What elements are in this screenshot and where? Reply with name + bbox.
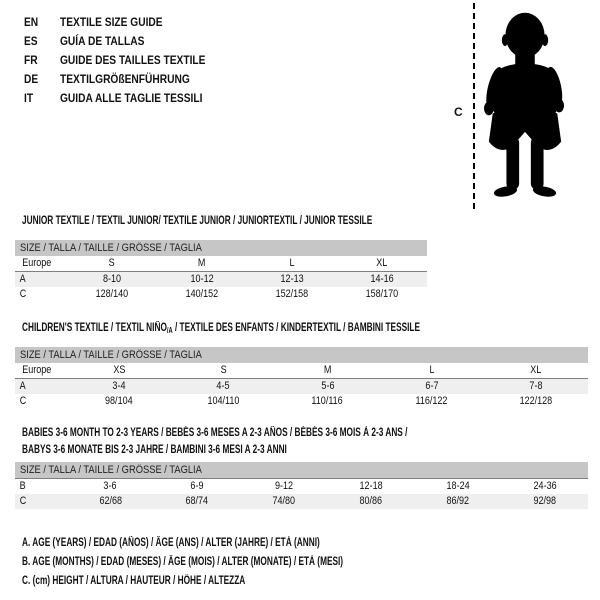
age-value: 14-16 <box>370 273 394 285</box>
language-code: EN <box>24 15 39 29</box>
age-value: 9-12 <box>275 480 294 492</box>
table-row-age-months <box>15 479 588 495</box>
age-value: 3-6 <box>103 480 117 492</box>
baby-silhouette-icon <box>483 9 567 206</box>
size-header-text: SIZE / TALLA / TAILLE / GRÖSSE / TAGLIA <box>20 349 202 361</box>
children-title-prefix: CHILDREN'S TEXTILE / TEXTIL NIÑO <box>22 322 167 334</box>
age-value: 8-10 <box>102 273 122 285</box>
junior-title-text: JUNIOR TEXTILE / TEXTIL JUNIOR/ TEXTILE JUNIOR / JUNIORTEXTIL / JUNIOR TESSILE <box>22 215 373 227</box>
size-value: M <box>323 364 332 376</box>
legend-b-text: B. AGE (MONTHS) / EDAD (MESES) / ÂGE (MOIS) / ALTER (MONATE) / ETÀ (MESI) <box>22 556 344 568</box>
height-value: 62/68 <box>99 495 122 507</box>
children-section-title <box>22 320 575 339</box>
language-code: ES <box>24 34 38 48</box>
age-value: 6-7 <box>425 380 439 392</box>
height-value: 116/122 <box>415 395 448 407</box>
language-label: TEXTILGRÖßENFÜHRUNG <box>60 72 190 86</box>
size-value: S <box>108 257 116 269</box>
language-row-it <box>24 89 231 108</box>
row-label: C <box>19 288 27 300</box>
legend-footnotes <box>22 534 468 591</box>
babies-title-line1: BABIES 3-6 MONTH TO 2-3 YEARS / BEBÉS 3-6 MESES A 2-3 AÑOS / BÉBÉS 3-6 MOIS À 2-3 ANS / <box>22 427 408 439</box>
size-header-bar <box>15 462 588 479</box>
height-value: 122/128 <box>519 395 553 407</box>
height-value: 68/74 <box>185 495 209 507</box>
size-value: L <box>289 257 295 269</box>
size-value: XL <box>376 257 388 269</box>
height-c-label: C <box>454 105 463 119</box>
table-row-age <box>15 379 588 395</box>
table-row-europe <box>15 363 588 379</box>
size-value: S <box>220 364 227 376</box>
language-row-es <box>24 32 231 51</box>
language-row-fr <box>24 51 231 70</box>
children-title-text <box>22 320 420 339</box>
height-value: 98/104 <box>105 395 133 407</box>
row-label: A <box>19 380 26 392</box>
language-code: IT <box>24 91 34 105</box>
height-dashed-line <box>473 3 475 209</box>
language-code: FR <box>24 53 38 67</box>
legend-a-text: A. AGE (YEARS) / EDAD (AÑOS) / ÂGE (ANS) / ALTER (JAHRE) / ETÀ (ANNI) <box>22 537 320 549</box>
language-label: GUIDE DES TAILLES TEXTILE <box>60 53 206 67</box>
age-value: 3-4 <box>112 380 126 392</box>
table-row-height <box>15 287 427 302</box>
legend-c <box>22 572 468 591</box>
children-size-table <box>15 347 588 409</box>
age-value: 24-36 <box>533 480 557 492</box>
language-list <box>24 13 231 108</box>
height-value: 140/152 <box>185 288 219 300</box>
age-value: 4-5 <box>216 380 230 392</box>
size-value: M <box>198 257 206 269</box>
language-row-en <box>24 13 231 32</box>
table-row-height <box>15 394 588 409</box>
age-value: 5-6 <box>320 380 334 392</box>
size-header-text: SIZE / TALLA / TAILLE / GRÖSSE / TAGLIA <box>20 242 202 254</box>
babies-size-table <box>15 462 588 509</box>
height-value: 80/86 <box>359 495 383 507</box>
language-label: GUÍA DE TALLAS <box>60 34 145 48</box>
babies-title-line2: BABYS 3-6 MONATE BIS 2-3 JAHRE / BAMBINI 3-6 MESI A 2-3 ANNI <box>22 444 287 456</box>
age-value: 12-13 <box>280 273 304 285</box>
language-label: GUIDA ALLE TAGLIE TESSILI <box>60 91 203 105</box>
age-value: 10-12 <box>190 273 214 285</box>
size-value: XS <box>113 364 126 376</box>
row-label: A <box>19 273 26 285</box>
size-value: XL <box>530 364 542 376</box>
age-value: 18-24 <box>446 480 470 492</box>
height-value: 158/170 <box>365 288 399 300</box>
legend-a <box>22 534 468 553</box>
junior-size-table <box>15 240 427 302</box>
table-row-age <box>15 272 427 288</box>
row-label: C <box>19 395 27 407</box>
height-value: 74/80 <box>272 495 296 507</box>
table-row-europe <box>15 256 427 272</box>
height-value: 110/116 <box>311 395 344 407</box>
age-value: 12-18 <box>359 480 383 492</box>
row-label: Europe <box>22 257 52 269</box>
age-value: 6-9 <box>190 480 204 492</box>
row-label: C <box>19 495 27 507</box>
size-header-bar <box>15 240 427 256</box>
age-value: 7-8 <box>529 380 543 392</box>
table-row-height <box>15 494 588 509</box>
junior-section-title <box>22 213 508 230</box>
babies-section-title <box>22 425 557 459</box>
row-label: Europe <box>22 364 52 376</box>
children-title-suffix: / TEXTILE DES ENFANTS / KINDERTEXTIL / BAMBINI TESSILE <box>172 322 421 334</box>
height-value: 104/110 <box>207 395 240 407</box>
height-value: 152/158 <box>275 288 309 300</box>
children-title-subscript: /A <box>166 326 173 335</box>
language-code: DE <box>24 72 39 86</box>
size-header-bar <box>15 347 588 363</box>
height-value: 92/98 <box>533 495 556 507</box>
size-header-text: SIZE / TALLA / TAILLE / GRÖSSE / TAGLIA <box>20 464 202 476</box>
height-value: 128/140 <box>95 288 129 300</box>
size-value: L <box>429 364 435 376</box>
height-value: 86/92 <box>446 495 470 507</box>
legend-c-text: C. (cm) HEIGHT / ALTURA / HAUTEUR / HÖHE / ALTEZZA <box>22 575 246 587</box>
legend-b <box>22 553 468 572</box>
row-label: B <box>19 480 26 492</box>
language-label: TEXTILE SIZE GUIDE <box>60 15 163 29</box>
language-row-de <box>24 70 231 89</box>
